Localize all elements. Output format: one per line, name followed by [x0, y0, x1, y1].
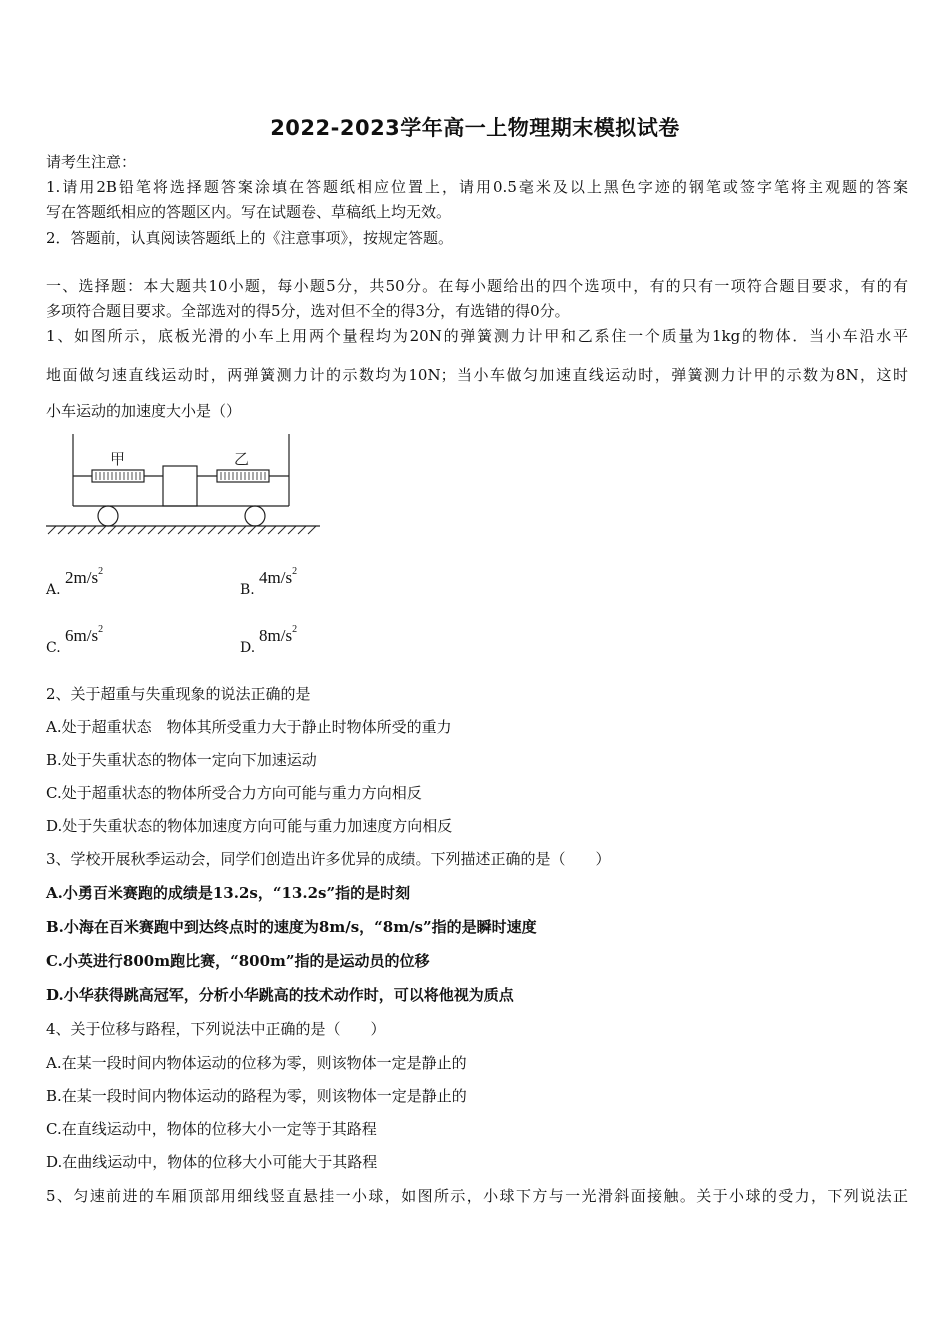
q4-stem: 4、关于位移与路程，下列说法中正确的是（ ）	[46, 1020, 386, 1038]
q4-option-a: A.在某一段时间内物体运动的位移为零，则该物体一定是静止的	[46, 1054, 467, 1072]
q1-stem-line-1: 1、如图所示，底板光滑的小车上用两个量程均为20N的弹簧测力计甲和乙系住一个质量为1kg的物体．当小车沿水平	[46, 327, 908, 345]
q1-option-a-value: $2m/s^2$	[65, 566, 104, 587]
spring-scale-label-jia: 甲	[110, 450, 126, 468]
q3-option-b: B.小海在百米赛跑中到达终点时的速度为8m/s，“8m/s”指的是瞬时速度	[46, 918, 537, 936]
q1-stem-line-3: 小车运动的加速度大小是（）	[46, 402, 242, 420]
section-intro-line-2: 多项符合题目要求。全部选对的得5分，选对但不全的得3分，有选错的得0分。	[46, 302, 570, 320]
q3-option-c: C.小英进行800m跑比赛，“800m”指的是运动员的位移	[46, 952, 430, 970]
q3-stem: 3、学校开展秋季运动会，同学们创造出许多优异的成绩。下列描述正确的是（ ）	[46, 850, 611, 868]
q2-option-b: B.处于失重状态的物体一定向下加速运动	[46, 751, 317, 769]
q1-stem-line-2: 地面做匀速直线运动时，两弹簧测力计的示数均为10N；当小车做匀加速直线运动时，弹簧测力计甲的示数为8N，这时	[46, 366, 908, 384]
q2-stem: 2、关于超重与失重现象的说法正确的是	[46, 685, 311, 703]
q1-option-d-letter: D.	[240, 640, 256, 656]
q2-option-c: C.处于超重状态的物体所受合力方向可能与重力方向相反	[46, 784, 422, 802]
notice-heading: 请考生注意：	[46, 153, 137, 171]
q1-option-b-letter: B.	[240, 582, 255, 598]
q2-option-a: A.处于超重状态 物体其所受重力大于静止时物体所受的重力	[46, 718, 452, 736]
cart-spring-scale-figure	[44, 430, 324, 540]
q3-option-a: A.小勇百米赛跑的成绩是13.2s，“13.2s”指的是时刻	[46, 884, 411, 902]
q4-option-d: D.在曲线运动中，物体的位移大小可能大于其路程	[46, 1153, 378, 1171]
notice-line-2: 2．答题前，认真阅读答题纸上的《注意事项》，按规定答题。	[46, 229, 454, 247]
q1-option-c-letter: C.	[46, 640, 61, 656]
q1-option-a-letter: A.	[46, 582, 61, 598]
q5-stem-line-1: 5、匀速前进的车厢顶部用细线竖直悬挂一小球，如图所示，小球下方与一光滑斜面接触。关于小球的受力，下列说法正	[46, 1187, 908, 1205]
section-intro-line-1: 一、选择题：本大题共10小题，每小题5分，共50分。在每小题给出的四个选项中，有的只有一项符合题目要求，有的有	[46, 277, 908, 295]
notice-line-1b: 写在答题纸相应的答题区内。写在试题卷、草稿纸上均无效。	[46, 203, 452, 221]
q4-option-c: C.在直线运动中，物体的位移大小一定等于其路程	[46, 1120, 377, 1138]
notice-line-1a: 1.请用2B铅笔将选择题答案涂填在答题纸相应位置上，请用0.5毫米及以上黑色字迹的钢笔或签字笔将主观题的答案	[46, 178, 908, 196]
q1-option-d-value: $8m/s^2$	[259, 624, 298, 645]
page-title: 2022-2023学年高一上物理期末模拟试卷	[270, 116, 680, 140]
q1-option-c-value: $6m/s^2$	[65, 624, 104, 645]
spring-scale-label-yi: 乙	[234, 450, 250, 468]
q1-option-b-value: $4m/s^2$	[259, 566, 298, 587]
q2-option-d: D.处于失重状态的物体加速度方向可能与重力加速度方向相反	[46, 817, 453, 835]
q4-option-b: B.在某一段时间内物体运动的路程为零，则该物体一定是静止的	[46, 1087, 467, 1105]
q3-option-d: D.小华获得跳高冠军，分析小华跳高的技术动作时，可以将他视为质点	[46, 986, 514, 1004]
